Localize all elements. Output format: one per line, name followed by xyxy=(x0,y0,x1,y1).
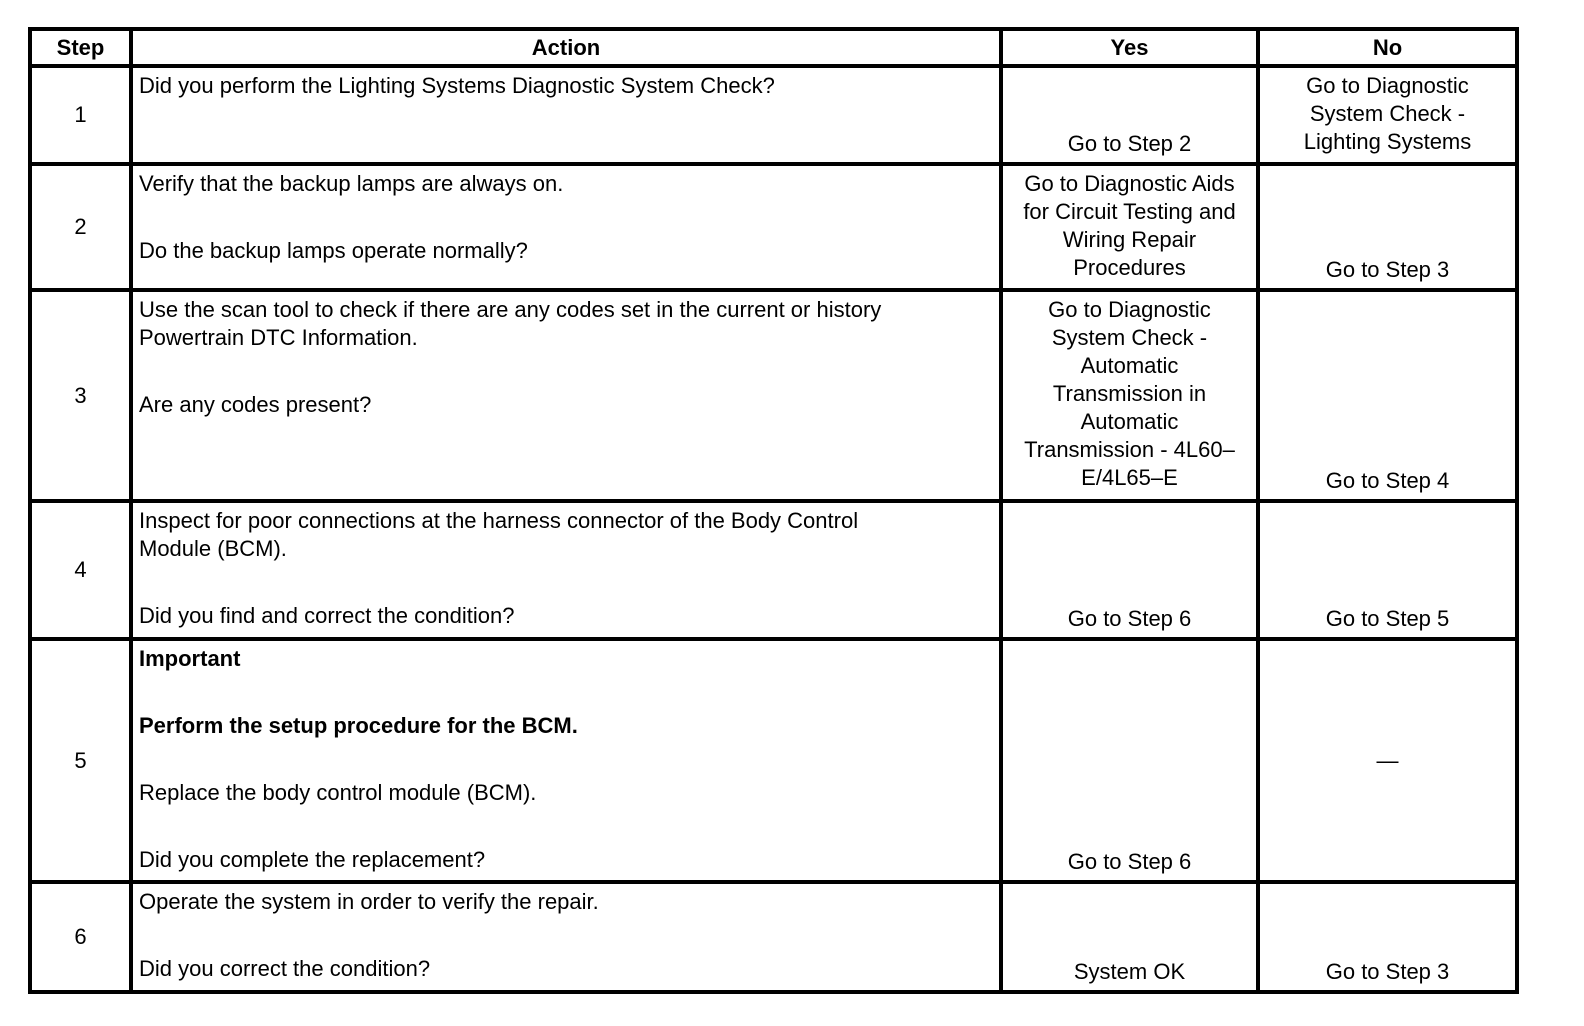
no-cell: — xyxy=(1258,639,1517,882)
action-cell xyxy=(131,290,1001,501)
yes-cell: Go to Step 2 xyxy=(1001,66,1258,164)
step-number: 1 xyxy=(30,66,131,164)
yes-text: Automatic xyxy=(1080,353,1179,378)
header-step: Step xyxy=(30,29,131,66)
action-cell xyxy=(131,66,1001,164)
important-note: Perform the setup procedure for the BCM. xyxy=(139,713,578,738)
yes-text: Wiring Repair xyxy=(1062,227,1197,252)
step-number: 5 xyxy=(30,639,131,882)
diagnostic-table xyxy=(28,27,1519,994)
action-text: Powertrain DTC Information. xyxy=(139,325,418,350)
yes-cell xyxy=(1001,290,1258,501)
action-text: Module (BCM). xyxy=(139,536,287,561)
table-row xyxy=(30,882,1517,992)
table-row xyxy=(30,501,1517,639)
header-yes: Yes xyxy=(1001,29,1258,66)
action-cell xyxy=(131,501,1001,639)
action-text: Inspect for poor connections at the harness connector of the Body Control xyxy=(139,508,859,533)
yes-cell: Go to Step 6 xyxy=(1001,501,1258,639)
yes-cell xyxy=(1001,164,1258,290)
yes-text: for Circuit Testing and xyxy=(1023,199,1236,224)
yes-cell: Go to Step 6 xyxy=(1001,639,1258,882)
no-cell: Go to Step 5 xyxy=(1258,501,1517,639)
yes-text: Transmission - 4L60– xyxy=(1024,437,1235,462)
action-text: Did you complete the replacement? xyxy=(139,847,486,872)
action-text: Use the scan tool to check if there are any codes set in the current or history xyxy=(139,297,882,322)
yes-text: Procedures xyxy=(1073,255,1186,280)
no-text: Go to Diagnostic xyxy=(1306,73,1469,98)
no-cell: Go to Step 3 xyxy=(1258,882,1517,992)
yes-text: Transmission in xyxy=(1052,381,1207,406)
no-text: System Check - xyxy=(1309,101,1466,126)
table-row xyxy=(30,639,1517,882)
yes-text: E/4L65–E xyxy=(1081,465,1178,490)
action-text: Verify that the backup lamps are always on. xyxy=(139,171,564,196)
header-action: Action xyxy=(131,29,1001,66)
step-number: 2 xyxy=(30,164,131,290)
table-row xyxy=(30,164,1517,290)
action-text: Are any codes present? xyxy=(139,392,372,417)
action-text: Replace the body control module (BCM). xyxy=(139,780,537,805)
step-number: 3 xyxy=(30,290,131,501)
yes-text: Go to Diagnostic Aids xyxy=(1024,171,1235,196)
header-no: No xyxy=(1258,29,1517,66)
action-text: Do the backup lamps operate normally? xyxy=(139,238,528,263)
action-text: Did you perform the Lighting Systems Diagnostic System Check? xyxy=(139,73,775,98)
yes-text: Go to Diagnostic xyxy=(1048,297,1211,322)
important-label: Important xyxy=(139,646,241,671)
step-number: 6 xyxy=(30,882,131,992)
action-text: Did you find and correct the condition? xyxy=(139,603,515,628)
step-number: 4 xyxy=(30,501,131,639)
table-row xyxy=(30,66,1517,164)
no-text: Lighting Systems xyxy=(1303,129,1472,154)
action-text: Did you correct the condition? xyxy=(139,956,431,981)
action-text: Operate the system in order to verify the repair. xyxy=(139,889,599,914)
no-cell: Go to Step 4 xyxy=(1258,290,1517,501)
no-cell xyxy=(1258,66,1517,164)
header-row xyxy=(30,29,1517,66)
action-cell xyxy=(131,639,1001,882)
yes-cell: System OK xyxy=(1001,882,1258,992)
table-row xyxy=(30,290,1517,501)
yes-text: Automatic xyxy=(1080,409,1179,434)
action-cell xyxy=(131,882,1001,992)
action-cell xyxy=(131,164,1001,290)
yes-text: System Check - xyxy=(1051,325,1208,350)
no-cell: Go to Step 3 xyxy=(1258,164,1517,290)
